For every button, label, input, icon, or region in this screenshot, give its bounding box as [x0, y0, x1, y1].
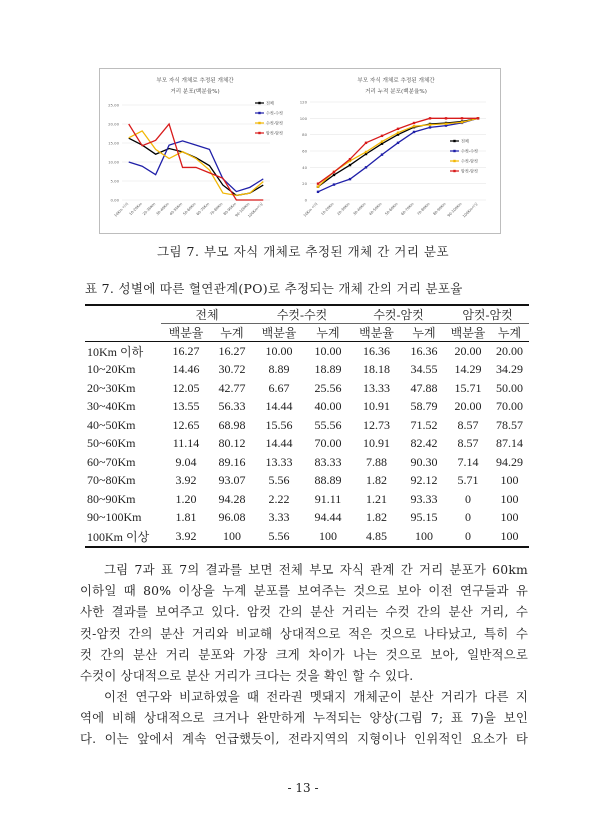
- row-label: 10Km 이하: [87, 344, 144, 359]
- sub-header: 백분율: [253, 324, 305, 342]
- table-cell: 14.46: [172, 362, 200, 377]
- row-label: 100Km 이상: [85, 527, 161, 547]
- data-point: [445, 123, 447, 125]
- table-cell: 10.91: [363, 399, 390, 414]
- data-point: [429, 126, 431, 128]
- table-cell: 92.12: [410, 473, 438, 488]
- sub-header: 백분율: [161, 324, 211, 342]
- legend-marker: [453, 150, 455, 152]
- x-tick-label: 90-100Km: [234, 201, 251, 218]
- table-row: [85, 342, 529, 361]
- table-cell: 14.29: [454, 362, 482, 377]
- x-tick-label: 80-90Km: [222, 201, 238, 217]
- paragraph-line: 컷-암컷 간의 분산 거리와 비교해 상대적으로 적은 것으로 나타났고, 특히 수: [80, 625, 528, 641]
- table-cell: 70.00: [314, 436, 342, 451]
- table-cell: 3.92: [161, 527, 211, 547]
- data-point: [349, 164, 351, 166]
- table-cell: 0: [446, 527, 490, 547]
- distance-distribution-table: [85, 304, 529, 548]
- x-tick-label: 50-60Km: [182, 201, 197, 217]
- table-cell: 10.00: [265, 343, 293, 358]
- table-corner: [85, 305, 161, 324]
- y-tick-label: 20: [302, 181, 307, 187]
- paragraph-line: 이전 연구와 비교하였을 때 전라권 멧돼지 개체군이 분산 거리가 다른 지: [104, 689, 528, 704]
- table-cell: 10.91: [363, 436, 390, 451]
- data-point: [413, 125, 415, 127]
- table-cell: 4.85: [351, 527, 402, 547]
- table-cell: 91.11: [314, 491, 342, 506]
- x-tick-label: 20-30Km: [336, 201, 351, 217]
- table-cell: 89.16: [218, 454, 246, 469]
- y-tick-label: 120: [299, 99, 307, 105]
- legend-label: 수컷-암컷: [266, 120, 283, 126]
- table-cell: 15.71: [454, 380, 482, 395]
- table-cell: 68.98: [218, 417, 246, 432]
- legend-label: 암컷-암컷: [266, 130, 283, 136]
- paragraph-line: 컷 간의 분산 거리 분포와 가장 크게 차이가 나는 것으로 보아, 일반적으로: [80, 646, 528, 662]
- table-cell: 96.08: [218, 510, 246, 525]
- paragraph-line: 이하일 때 80% 이상을 누계 분포를 보여주는 것으로 보아 이전 연구들과 유: [80, 583, 528, 599]
- x-tick-label: 30-40Km: [352, 201, 367, 217]
- legend-label: 수컷-수컷: [266, 110, 283, 116]
- table-cell: 8.89: [268, 362, 290, 377]
- table-row: [85, 435, 529, 454]
- table-corner: [85, 324, 161, 342]
- legend-marker: [453, 170, 455, 172]
- table-cell: 16.36: [363, 343, 390, 358]
- y-tick-label: 5.00: [110, 178, 119, 184]
- x-tick-label: 100Km이상: [461, 201, 479, 219]
- table-cell: 100: [211, 527, 253, 547]
- data-point: [397, 128, 399, 130]
- table-cell: 71.52: [410, 417, 438, 432]
- y-tick-label: 80: [302, 132, 307, 138]
- data-point: [397, 131, 399, 133]
- page-number: - 13 -: [287, 781, 319, 795]
- row-label: 60~70Km: [87, 454, 136, 469]
- table-cell: 95.15: [410, 510, 438, 525]
- paragraph-line: 그림 7과 표 7의 결과를 보면 전체 부모 자식 관계 간 거리 분포가 60km: [104, 562, 528, 577]
- x-tick-label: 10Km 이하: [302, 201, 319, 218]
- table-cell: 18.89: [314, 362, 342, 377]
- legend-label: 수컷-암컷: [461, 158, 478, 164]
- row-label: 90~100Km: [87, 510, 142, 525]
- chart-title: 부모 자식 개체로 추정된 개체간: [156, 78, 234, 84]
- sub-header: 누계: [305, 324, 351, 342]
- data-point: [317, 182, 319, 184]
- group-header: 수컷-암컷: [351, 305, 446, 324]
- row-label: 20~30Km: [87, 380, 136, 395]
- x-tick-label: 10-20Km: [320, 201, 335, 217]
- row-label: 10~20Km: [87, 362, 136, 377]
- table-cell: 16.27: [172, 343, 200, 358]
- table-cell: 16.27: [218, 343, 246, 358]
- table-cell: 78.57: [496, 417, 523, 432]
- table-cell: 56.33: [218, 399, 246, 414]
- table-cell: 88.89: [314, 473, 342, 488]
- table-cell: 3.33: [268, 510, 290, 525]
- sub-header: 누계: [490, 324, 529, 342]
- table-cell: 20.00: [454, 343, 482, 358]
- table-row: [85, 416, 529, 435]
- x-tick-label: 80-90Km: [432, 201, 447, 217]
- x-tick-label: 100Km이상: [247, 201, 264, 219]
- table-cell: 80.12: [218, 436, 246, 451]
- table-cell: 13.33: [265, 454, 293, 469]
- paragraph-1: [80, 559, 528, 686]
- figure-7: [99, 68, 501, 234]
- table-cell: 93.33: [410, 491, 438, 506]
- row-label: 80~90Km: [87, 491, 136, 506]
- table-row: [85, 527, 529, 547]
- table-row: [85, 453, 529, 472]
- table-title: 표 7. 성별에 따른 혈연관계(PO)로 추정되는 개체 간의 거리 분포율: [85, 281, 463, 296]
- table-cell: 55.56: [314, 417, 342, 432]
- data-point: [477, 117, 479, 119]
- table-cell: 2.22: [268, 491, 290, 506]
- distance-distribution-chart: [100, 69, 290, 233]
- legend-marker: [258, 112, 260, 114]
- table-cell: 100: [305, 527, 351, 547]
- table-cell: 8.57: [457, 417, 479, 432]
- table-cell: 0: [465, 491, 471, 506]
- x-tick-label: 60-70Km: [195, 201, 211, 217]
- table-cell: 47.88: [410, 380, 438, 395]
- y-tick-label: 10.00: [108, 159, 119, 165]
- table-cell: 11.14: [172, 436, 200, 451]
- y-tick-label: 0.00: [110, 197, 119, 203]
- cumulative-distribution-chart: [292, 69, 499, 233]
- table-cell: 50.00: [496, 380, 523, 395]
- chart-subtitle: 거리 누적 분포(백분율%): [365, 89, 427, 95]
- data-point: [461, 117, 463, 119]
- table-cell: 1.81: [175, 510, 197, 525]
- table-cell: 93.07: [218, 473, 246, 488]
- x-tick-label: 70-80Km: [209, 201, 224, 217]
- table-cell: 94.28: [218, 491, 246, 506]
- table-cell: 100: [500, 491, 519, 506]
- y-tick-label: 60: [302, 148, 307, 154]
- cumulative-distribution-svg: [292, 69, 499, 233]
- table-cell: 13.33: [363, 380, 390, 395]
- y-tick-label: 100: [299, 115, 307, 121]
- series-line: [129, 131, 264, 195]
- table-group-header-row: [85, 305, 529, 324]
- table-row: [85, 398, 529, 417]
- data-point: [349, 178, 351, 180]
- row-label: 40~50Km: [87, 417, 136, 432]
- table-cell: 12.73: [363, 417, 390, 432]
- paragraph-line: 다. 이는 앞에서 계속 언급했듯이, 전라지역의 지형이나 인위적인 요소가 타: [80, 731, 528, 747]
- table-row: [85, 509, 529, 528]
- data-point: [333, 171, 335, 173]
- x-tick-label: 90-100Km: [446, 201, 463, 218]
- sub-header: 누계: [211, 324, 253, 342]
- table-cell: 6.67: [268, 380, 290, 395]
- table-body: [85, 342, 529, 547]
- table-cell: 10.00: [314, 343, 342, 358]
- table-cell: 14.44: [265, 399, 293, 414]
- data-point: [317, 191, 319, 193]
- table-cell: 25.56: [314, 380, 342, 395]
- table-cell: 13.55: [172, 399, 200, 414]
- paragraph-line: 사한 결과를 보여주고 있다. 암컷 간의 분산 거리는 수컷 간의 분산 거리, 수: [80, 604, 528, 620]
- table-cell: 1.20: [175, 491, 197, 506]
- row-label: 30~40Km: [87, 399, 136, 414]
- table-cell: 70.00: [496, 399, 523, 414]
- table-cell: 100: [500, 473, 519, 488]
- table-cell: 42.77: [218, 380, 246, 395]
- data-point: [381, 153, 383, 155]
- sub-header: 백분율: [351, 324, 402, 342]
- table-cell: 16.36: [410, 343, 438, 358]
- legend-marker: [453, 140, 455, 142]
- x-tick-label: 40-50Km: [368, 201, 383, 217]
- chart-subtitle: 거리 분포(백분율%): [170, 89, 220, 95]
- data-point: [333, 183, 335, 185]
- legend-marker: [258, 122, 260, 124]
- data-point: [429, 124, 431, 126]
- data-point: [445, 117, 447, 119]
- table-row: [85, 379, 529, 398]
- legend-marker: [258, 102, 260, 104]
- table-cell: 1.82: [366, 510, 387, 525]
- paragraph-line: 수컷이 상대적으로 분산 거리가 크다는 것을 확인 할 수 있다.: [80, 668, 414, 684]
- table-cell: 14.44: [265, 436, 293, 451]
- table-cell: 100: [402, 527, 446, 547]
- table-cell: 100: [490, 527, 529, 547]
- group-header: 암컷-암컷: [446, 305, 529, 324]
- table-cell: 87.14: [496, 436, 523, 451]
- table-cell: 90.30: [410, 454, 438, 469]
- row-label: 70~80Km: [87, 473, 136, 488]
- group-header: 수컷-수컷: [253, 305, 351, 324]
- data-point: [365, 142, 367, 144]
- table-cell: 20.00: [496, 343, 523, 358]
- table-cell: 58.79: [410, 399, 438, 414]
- table-cell: 5.56: [253, 527, 305, 547]
- data-point: [349, 158, 351, 160]
- data-point: [461, 121, 463, 123]
- table-cell: 7.88: [366, 454, 387, 469]
- sub-header: 누계: [402, 324, 446, 342]
- data-point: [333, 174, 335, 176]
- y-tick-label: 25.00: [108, 102, 119, 108]
- data-point: [365, 151, 367, 153]
- table-cell: 8.57: [457, 436, 479, 451]
- table-cell: 34.55: [410, 362, 438, 377]
- x-tick-label: 60-70Km: [400, 201, 415, 217]
- x-tick-label: 40-50Km: [168, 201, 184, 217]
- data-point: [413, 122, 415, 124]
- data-point: [381, 135, 383, 137]
- legend-label: 전체: [266, 100, 274, 106]
- data-point: [365, 166, 367, 168]
- table-cell: 94.44: [314, 510, 342, 525]
- table-row: [85, 490, 529, 509]
- x-tick-label: 70-80Km: [416, 201, 431, 217]
- table-cell: 15.56: [265, 417, 293, 432]
- data-point: [429, 117, 431, 119]
- table-cell: 5.56: [268, 473, 290, 488]
- table-cell: 34.29: [496, 362, 523, 377]
- table-cell: 100: [500, 510, 519, 525]
- table-cell: 94.29: [496, 454, 523, 469]
- x-tick-label: 10-20Km: [128, 201, 143, 217]
- table-row: [85, 361, 529, 380]
- table-cell: 83.33: [314, 454, 342, 469]
- data-point: [413, 131, 415, 133]
- table-cell: 12.05: [172, 380, 200, 395]
- legend-label: 수컷-수컷: [461, 148, 478, 154]
- x-tick-label: 50-60Km: [384, 201, 399, 217]
- paragraph-2: [80, 686, 528, 750]
- x-tick-label: 30-40Km: [155, 201, 170, 217]
- table-cell: 7.14: [457, 454, 479, 469]
- data-point: [381, 140, 383, 142]
- table-cell: 82.42: [410, 436, 438, 451]
- x-tick-label: 20-30Km: [141, 201, 157, 217]
- row-label: 50~60Km: [87, 436, 136, 451]
- table-cell: 40.00: [314, 399, 342, 414]
- legend-label: 전체: [461, 138, 469, 144]
- table-cell: 9.04: [175, 454, 197, 469]
- table-cell: 3.92: [175, 473, 197, 488]
- y-tick-label: 15.00: [108, 140, 119, 146]
- legend-marker: [258, 132, 260, 134]
- sub-header: 백분율: [446, 324, 490, 342]
- legend-marker: [453, 160, 455, 162]
- table-cell: 1.21: [366, 491, 387, 506]
- table-cell: 12.65: [172, 417, 200, 432]
- table-cell: 18.18: [363, 362, 390, 377]
- table-cell: 1.82: [366, 473, 387, 488]
- y-tick-label: 20.00: [108, 121, 119, 127]
- table-cell: 20.00: [454, 399, 482, 414]
- paragraph-line: 역에 비해 상대적으로 크거나 완만하게 누적되는 양상(그림 7; 표 7)을 보인: [80, 710, 528, 726]
- x-tick-label: 10Km 이하: [113, 201, 130, 218]
- table-cell: 5.71: [457, 473, 479, 488]
- chart-title: 부모 자식 개체로 추정된 개체간: [357, 78, 435, 84]
- table-row: [85, 472, 529, 491]
- legend-label: 암컷-암컷: [461, 168, 478, 174]
- table-cell: 30.72: [218, 362, 246, 377]
- group-header: 전체: [161, 305, 253, 324]
- figure-caption: 그림 7. 부모 자식 개체로 추정된 개체 간 거리 분포: [156, 244, 450, 259]
- distance-distribution-svg: [100, 69, 290, 233]
- table-cell: 0: [465, 510, 471, 525]
- y-tick-label: 40: [302, 164, 307, 170]
- y-tick-label: 0: [304, 197, 307, 203]
- table-sub-header-row: [85, 324, 529, 342]
- data-point: [317, 185, 319, 187]
- series-line: [129, 141, 264, 192]
- data-point: [397, 142, 399, 144]
